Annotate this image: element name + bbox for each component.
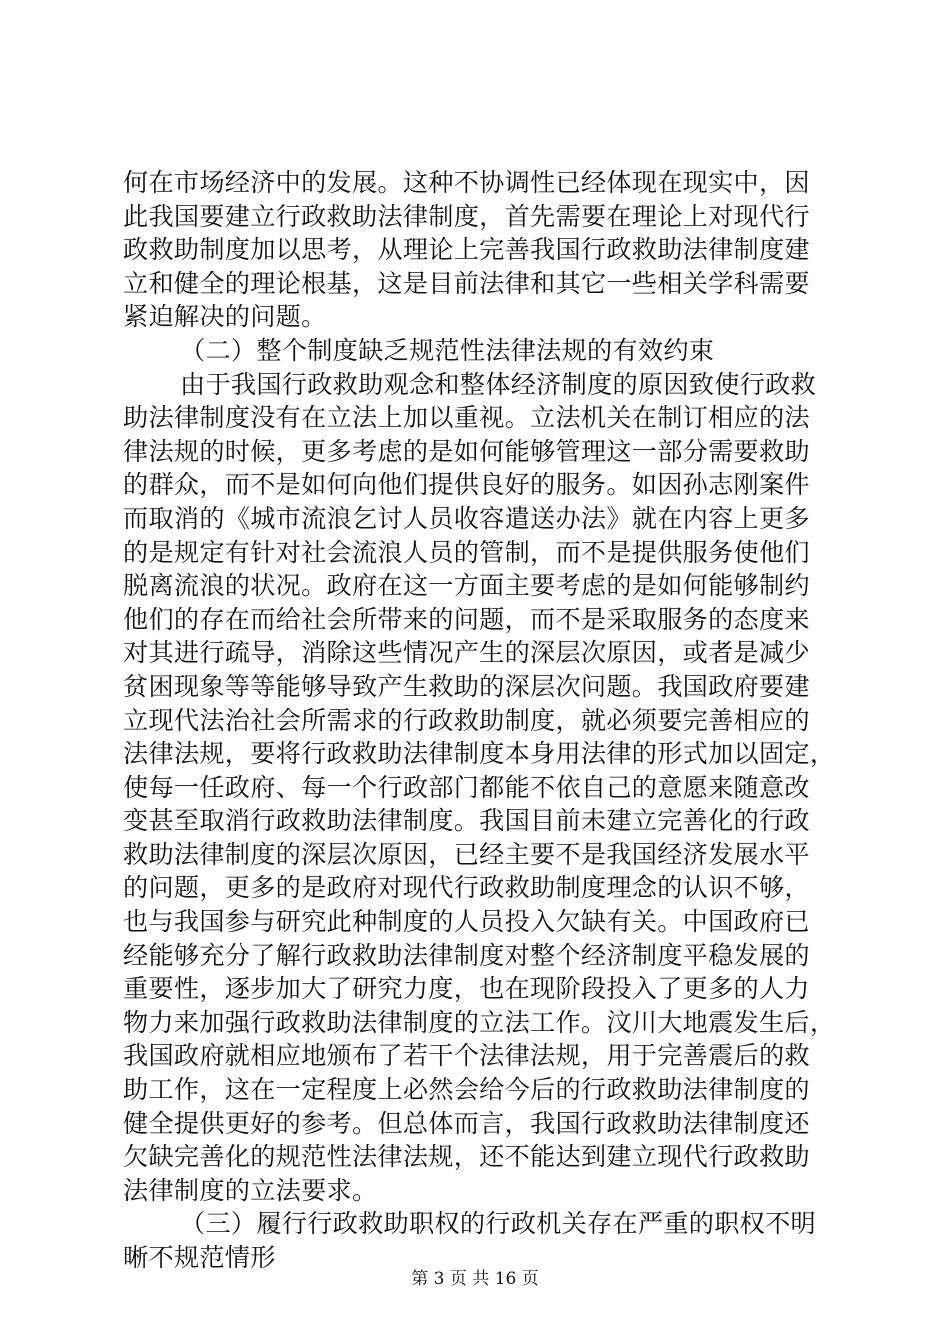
text-line: 健全提供更好的参考。但总体而言，我国行政救助法律制度还 xyxy=(123,1108,810,1138)
text-line: 何在市场经济中的发展。这种不协调性已经体现在现实中，因 xyxy=(123,168,810,197)
text-line: 的问题，更多的是政府对现代行政救助制度理念的认识不够， xyxy=(123,873,810,903)
page-number: 第 3 页 共 16 页 xyxy=(411,1269,539,1289)
text-line: 此我国要建立行政救助法律制度，首先需要在理论上对现代行 xyxy=(123,201,810,231)
text-line: 律法规的时候，更多考虑的是如何能够管理这一部分需要救助 xyxy=(123,436,810,466)
text-line: 而取消的《城市流浪乞讨人员收容遣送办法》就在内容上更多 xyxy=(123,503,810,533)
text-line: 他们的存在而给社会所带来的问题，而不是采取服务的态度来 xyxy=(123,604,810,634)
heading-text: （二）整个制度缺乏规范性法律法规的有效约束 xyxy=(180,335,715,365)
text-line: 立现代法治社会所需求的行政救助制度，就必须要完善相应的 xyxy=(123,705,810,735)
text-line: 的群众，而不是如何向他们提供良好的服务。如因孙志刚案件 xyxy=(123,470,810,500)
page-body xyxy=(123,166,836,1275)
text-line: 由于我国行政救助观念和整体经济制度的原因致使行政救 xyxy=(180,369,816,399)
text-line: 重要性，逐步加大了研究力度，也在现阶段投入了更多的人力 xyxy=(123,974,810,1004)
text-line: 救助法律制度的深层次原因，已经主要不是我国经济发展水平 xyxy=(123,839,810,869)
text-line: 贫困现象等等能够导致产生救助的深层次问题。我国政府要建 xyxy=(123,671,810,701)
text-line: 的是规定有针对社会流浪人员的管制，而不是提供服务使他们 xyxy=(123,537,810,567)
text-line: 脱离流浪的状况。政府在这一方面主要考虑的是如何能够制约 xyxy=(123,571,810,601)
text-line: 法律法规，要将行政救助法律制度本身用法律的形式加以固定， xyxy=(123,739,836,769)
text-line: 对其进行疏导，消除这些情况产生的深层次原因，或者是减少 xyxy=(123,638,810,668)
text-line: 也与我国参与研究此种制度的人员投入欠缺有关。中国政府已 xyxy=(123,907,810,937)
text-line: 助法律制度没有在立法上加以重视。立法机关在制订相应的法 xyxy=(123,403,810,433)
text-line: 立和健全的理论根基，这是目前法律和其它一些相关学科需要 xyxy=(123,268,810,298)
heading-text: （三）履行行政救助职权的行政机关存在严重的职权不明 xyxy=(180,1209,816,1239)
text-line: 使每一任政府、每一个行政部门都能不依自己的意愿来随意改 xyxy=(123,772,810,802)
text-line: 我国政府就相应地颁布了若干个法律法规，用于完善震后的救 xyxy=(123,1041,810,1071)
section-heading-3 xyxy=(123,1207,833,1274)
body-paragraph xyxy=(123,368,836,1208)
text-line: 变甚至取消行政救助法律制度。我国目前未建立完善化的行政 xyxy=(123,806,810,836)
continuation-paragraph xyxy=(123,166,833,334)
text-line: 紧迫解决的问题。 xyxy=(123,302,327,332)
heading-text: 晰不规范情形 xyxy=(123,1243,276,1272)
text-line: 欠缺完善化的规范性法律法规，还不能达到建立现代行政救助 xyxy=(123,1142,810,1172)
text-line: 政救助制度加以思考，从理论上完善我国行政救助法律制度建 xyxy=(123,235,810,265)
page-footer xyxy=(0,1268,950,1290)
text-line: 经能够充分了解行政救助法律制度对整个经济制度平稳发展的 xyxy=(123,940,810,970)
text-line: 法律制度的立法要求。 xyxy=(123,1175,378,1205)
text-line: 物力来加强行政救助法律制度的立法工作。汶川大地震发生后， xyxy=(123,1007,836,1037)
text-line: 助工作，这在一定程度上必然会给今后的行政救助法律制度的 xyxy=(123,1075,810,1105)
section-heading-2 xyxy=(123,334,833,368)
